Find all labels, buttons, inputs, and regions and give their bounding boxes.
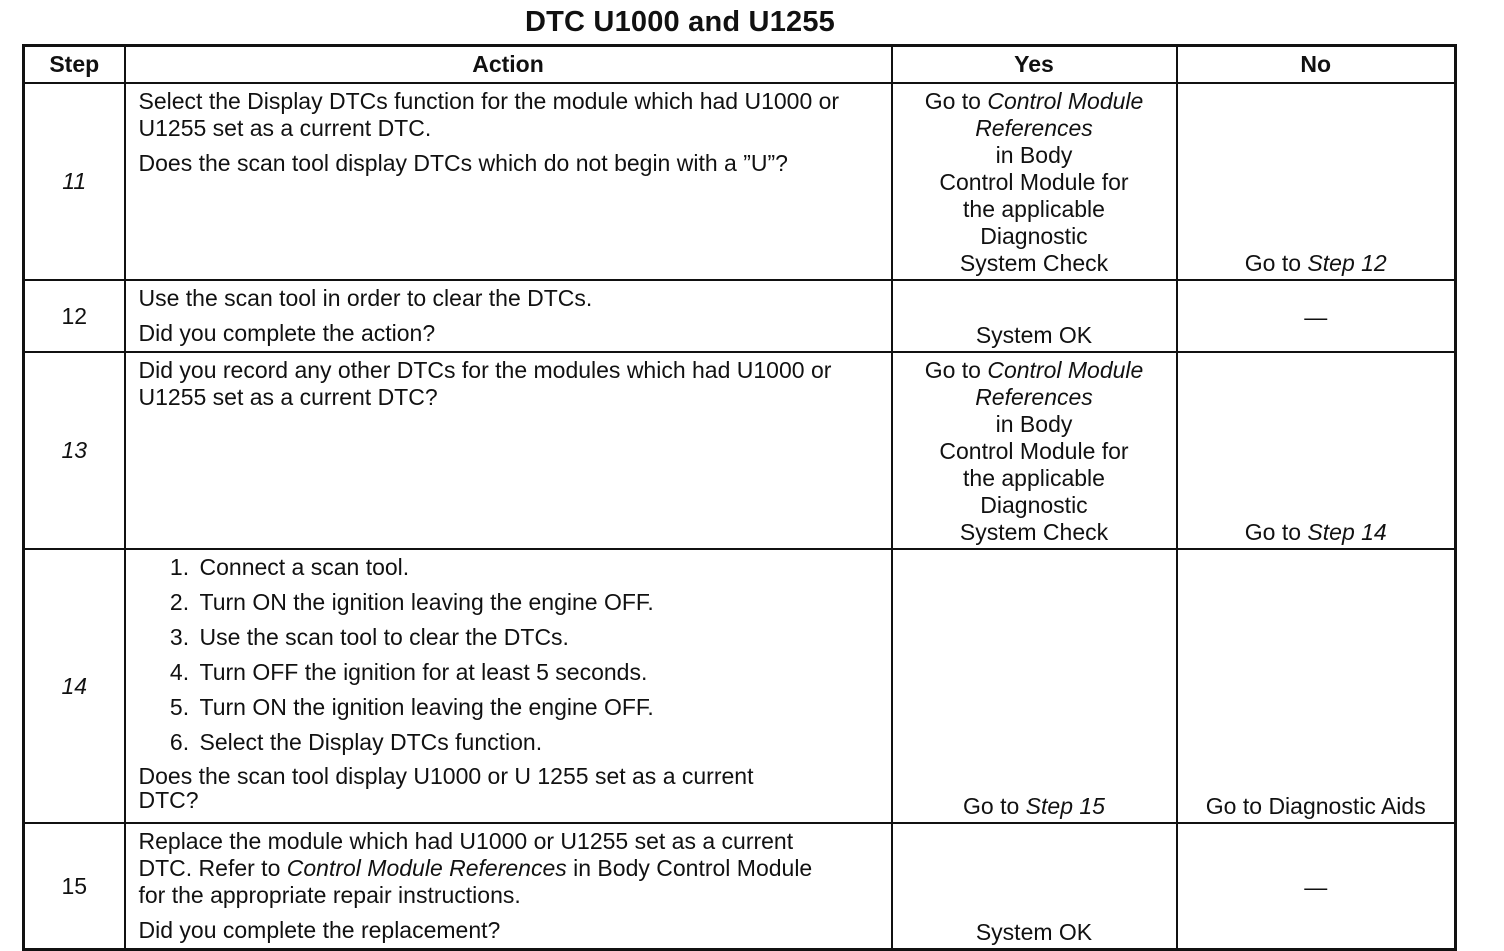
action-question: Does the scan tool display DTCs which do not begin with a ”U”? [138,150,788,176]
action-cell [125,549,892,823]
table-row-step-12 [24,280,1456,352]
action-cell [125,83,892,280]
header-yes: Yes [892,46,1177,84]
action-question: Did you complete the replacement? [138,917,501,943]
no-prefix: Go to [1244,250,1308,276]
list-item: 6. Select the Display DTCs function. [196,729,881,756]
yes-cell [892,83,1177,280]
yes-text: Diagnostic [980,223,1088,249]
yes-reference-link: Control Module References [975,88,1144,141]
table-row-step-11 [24,83,1456,280]
yes-text: in Body [995,142,1073,168]
action-cell [125,823,892,950]
action-text: Select the Display DTCs function for the module which had U1000 or U1255 set as a current DTC. [138,88,840,141]
no-prefix: Go to [1244,519,1308,545]
step-number: 14 [24,549,125,823]
action-cell [125,280,892,352]
list-item: 2. Turn ON the ignition leaving the engine OFF. [196,589,881,616]
yes-reference-link: Control Module References [975,357,1144,410]
procedure-list [139,554,881,756]
no-cell [1177,83,1456,280]
header-action: Action [125,46,892,84]
action-text-part: in Body Control Module for the appropriate repair instructions. [138,855,813,908]
diagnostic-table [22,44,1457,951]
yes-text: in Body [995,411,1073,437]
list-item: 5. Turn ON the ignition leaving the engine OFF. [196,694,881,721]
yes-text: Control Module for [939,438,1129,464]
yes-cell: System OK [892,280,1177,352]
table-row-step-15 [24,823,1456,950]
table-row-step-14 [24,549,1456,823]
yes-prefix: Go to [924,88,988,114]
no-step-reference: Step 14 [1307,519,1387,545]
yes-text: System Check [959,250,1109,276]
action-cell [125,352,892,549]
yes-text: the applicable [963,465,1105,491]
table-row-step-13 [24,352,1456,549]
list-item: 3. Use the scan tool to clear the DTCs. [196,624,881,651]
no-cell: Go to Diagnostic Aids [1177,549,1456,823]
step-number: 11 [24,83,125,280]
list-item: 4. Turn OFF the ignition for at least 5 seconds. [196,659,881,686]
yes-step-reference: Step 15 [1025,793,1105,819]
action-question: Does the scan tool display U1000 or U 1255 set as a current DTC? [138,763,754,813]
yes-cell: System OK [892,823,1177,950]
step-number: 13 [24,352,125,549]
table-header-row [24,46,1456,84]
yes-text: System Check [959,519,1109,545]
yes-text: the applicable [963,196,1105,222]
header-step: Step [24,46,125,84]
yes-text: Diagnostic [980,492,1088,518]
no-cell: — [1177,280,1456,352]
step-number: 12 [24,280,125,352]
yes-prefix: Go to [924,357,988,383]
no-cell: — [1177,823,1456,950]
page-title: DTC U1000 and U1255 [524,6,836,38]
action-text: Use the scan tool in order to clear the DTCs. [138,285,593,311]
step-number: 15 [24,823,125,950]
action-question: Did you record any other DTCs for the modules which had U1000 or U1255 set as a current DTC? [138,357,832,410]
header-no: No [1177,46,1456,84]
yes-prefix: Go to [963,793,1026,819]
action-question: Did you complete the action? [138,320,436,346]
action-text-part: Replace the module which had U1000 or U1255 set as a current DTC. Refer to [138,828,794,881]
no-step-reference: Step 12 [1307,250,1387,276]
action-reference-link: Control Module References [286,855,567,881]
no-cell [1177,352,1456,549]
yes-cell [892,549,1177,823]
yes-cell [892,352,1177,549]
action-text [139,828,839,909]
yes-text: Control Module for [939,169,1129,195]
list-item: 1. Connect a scan tool. [196,554,881,581]
